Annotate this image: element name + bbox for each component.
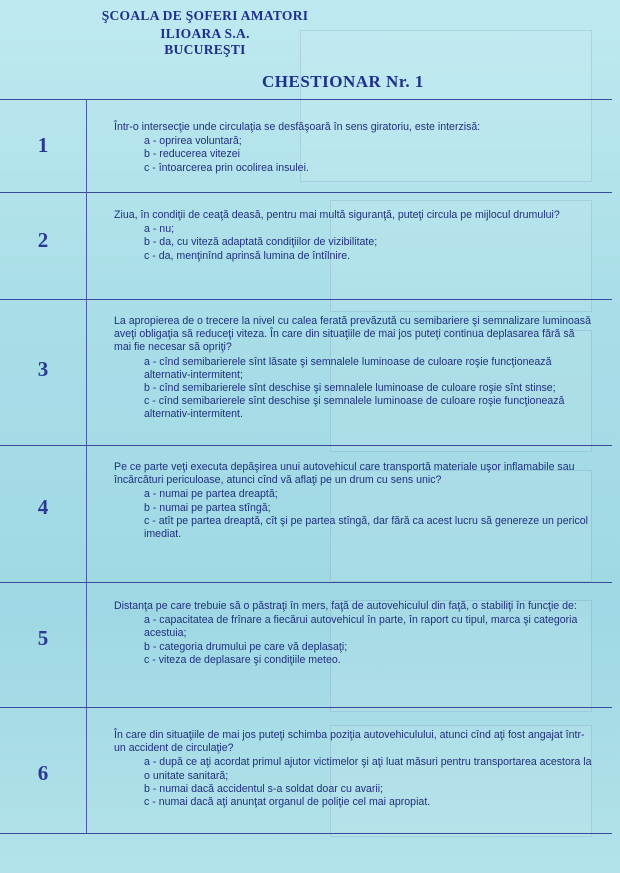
answer-option: c - viteza de deplasare şi condiţiile meteo. [144, 653, 341, 666]
question-content [114, 209, 592, 263]
answer-option: a - capacitatea de frînare a fiecărui autovehicul în parte, în raport cu tipul, marca şi categoria acestuia; [144, 614, 578, 640]
question-content [114, 600, 592, 667]
question-row [0, 192, 615, 299]
question-content [114, 729, 592, 809]
answer-option: b - numai pe partea stîngă; [144, 501, 271, 514]
answer-option: c - da, menţinînd aprinsă lumina de întîlnire. [144, 249, 351, 262]
question-text: În care din situaţiile de mai jos puteţi schimba poziţia autovehiculului, atunci cînd aţi fost angajat într-un accident de circulaţie? [114, 729, 585, 755]
question-number: 5 [37, 626, 49, 650]
question-number: 6 [37, 761, 49, 785]
answer-option: b - reducerea vitezei [144, 148, 240, 161]
question-text: Într-o intersecţie unde circulaţia se desfăşoară în sens giratoriu, este interzisă: [114, 121, 481, 133]
question-text: Pe ce parte veţi executa depăşirea unui autovehicul care transportă materiale uşor inflamabile sau încărcături periculoase, atunci cînd vă aflaţi pe un drum cu sens unic? [114, 461, 575, 487]
question-row [0, 299, 615, 445]
school-name: ŞCOALA DE ŞOFERI AMATORI [101, 8, 309, 23]
question-row [0, 99, 615, 192]
question-text: Ziua, în condiţii de ceaţă deasă, pentru mai multă siguranţă, puteţi circula pe mijlocul drumului? [114, 209, 560, 221]
question-number: 2 [37, 228, 49, 252]
answer-option: a - oprirea voluntară; [144, 135, 242, 148]
question-text: Distanţa pe care trebuie să o păstraţi în mers, faţă de autovehiculul din faţă, o stabiliţi în funcţie de: [114, 600, 577, 612]
question-row [0, 582, 615, 707]
answer-option: c - cînd semibarierele sînt deschise şi semnalele luminoase de culoare roşie funcţionează alternativ-intermitent. [144, 395, 565, 421]
question-content [114, 315, 592, 422]
answer-option: c - atît pe partea dreaptă, cît şi pe partea stîngă, dar fără ca acest lucru să genereze un pericol imediat. [144, 514, 589, 541]
answer-option: a - numai pe partea dreaptă; [144, 488, 278, 501]
city-name: BUCUREŞTI [164, 42, 246, 57]
question-content [114, 461, 592, 541]
answer-option: a - cînd semibarierele sînt lăsate şi semnalele luminoase de culoare roşie funcţionează alternativ-intermitent; [144, 355, 552, 381]
answer-option: b - numai dacă accidentul s-a soldat doar cu avarii; [144, 782, 384, 795]
answer-option: c - numai dacă aţi anunţat organul de poliţie cel mai apropiat. [144, 796, 431, 809]
row-divider [0, 833, 612, 834]
question-row [0, 445, 615, 582]
answer-option: b - categoria drumului pe care vă deplasaţi; [144, 640, 348, 653]
answer-option: b - cînd semibarierele sînt deschise şi semnalele luminoase de culoare roşie sînt stinse; [144, 382, 556, 395]
question-row [0, 707, 615, 833]
answer-option: b - da, cu viteză adaptată condiţiilor de vizibilitate; [144, 236, 378, 249]
answer-option: a - nu; [144, 223, 175, 236]
answer-option: a - după ce aţi acordat primul ajutor victimelor şi aţi luat măsuri pentru transportarea acestora la o unitate sanitară; [144, 756, 592, 782]
answer-option: c - întoarcerea prin ocolirea insulei. [144, 161, 309, 174]
question-number: 3 [37, 357, 49, 381]
question-text: La apropierea de o trecere la nivel cu calea ferată prevăzută cu semibariere şi semnalizare luminoasă aveţi obligaţia să reduceţi viteza. În care din situaţiile de mai jos puteţi continua deplasarea fără să mai fie necesar să opriţi? [114, 315, 591, 354]
question-number: 1 [37, 133, 49, 157]
question-content [114, 121, 592, 175]
document-header [0, 0, 620, 98]
company-name: ILIOARA S.A. [160, 26, 250, 41]
question-number: 4 [37, 495, 49, 519]
page-title: CHESTIONAR Nr. 1 [262, 72, 424, 91]
